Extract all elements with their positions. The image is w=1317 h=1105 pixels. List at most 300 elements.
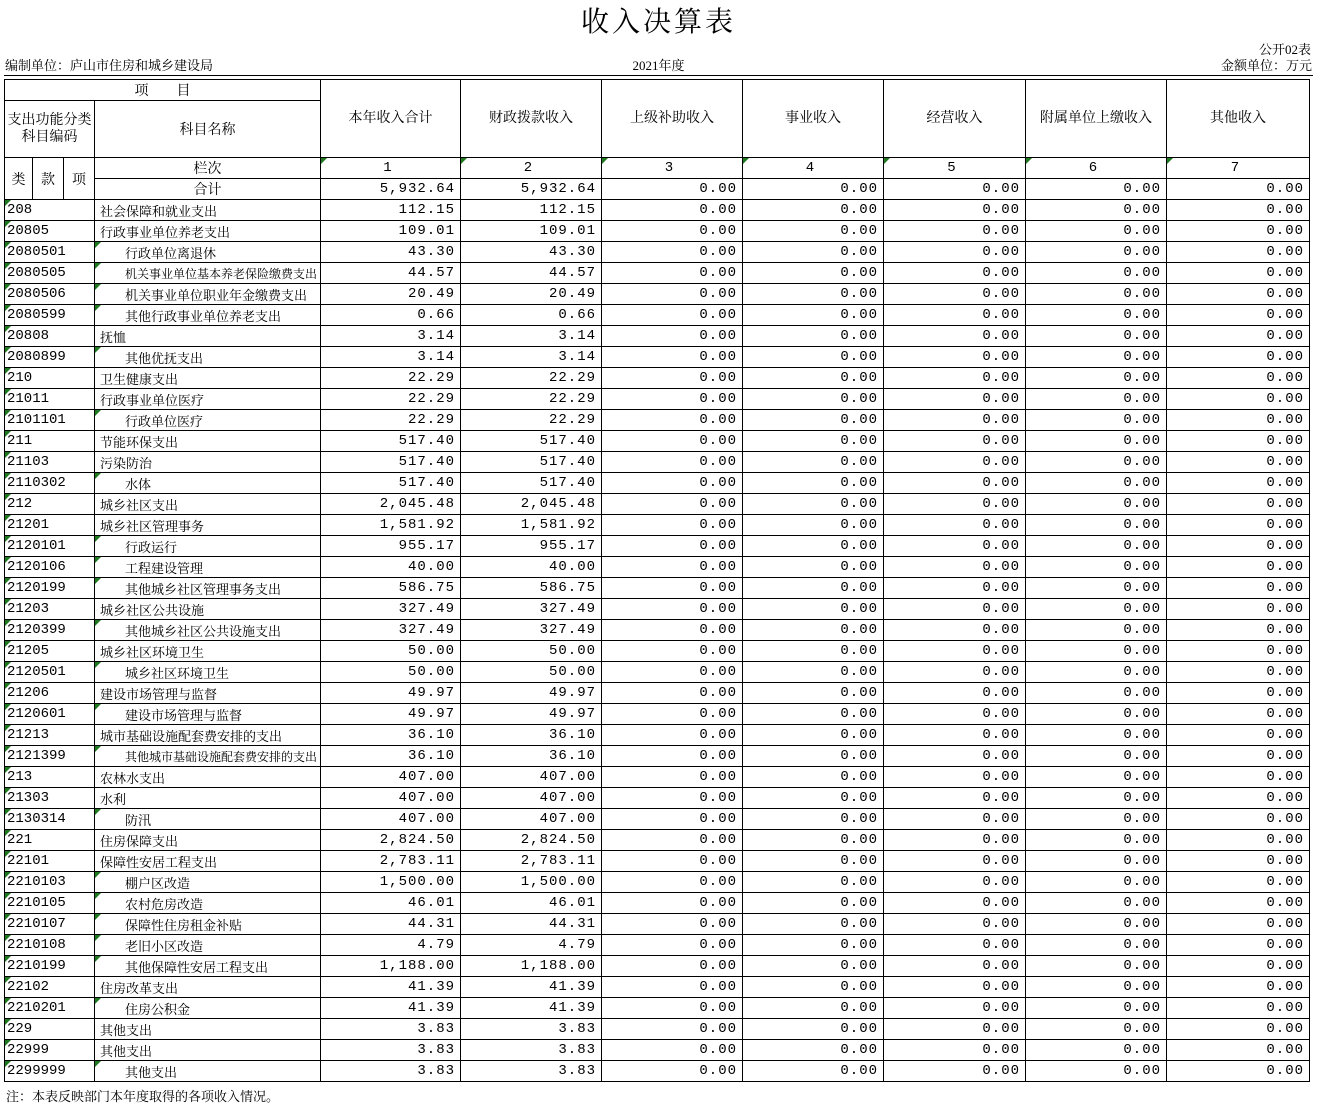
row-code: 2120199 (5, 578, 95, 599)
row-amount: 0.00 (1026, 746, 1167, 767)
row-subject-name: 保障性住房租金补贴 (95, 914, 321, 935)
row-subject-name: 其他优抚支出 (95, 347, 321, 368)
error-triangle-icon (5, 1061, 11, 1067)
row-subject-name: 城市基础设施配套费安排的支出 (95, 725, 321, 746)
row-amount: 0.00 (1167, 998, 1310, 1019)
row-amount: 517.40 (461, 431, 602, 452)
table-row (5, 473, 1310, 494)
error-triangle-icon (95, 473, 101, 479)
row-amount: 3.14 (321, 347, 461, 368)
header-code-label: 支出功能分类科目编码 (5, 101, 95, 158)
row-amount: 0.00 (884, 704, 1026, 725)
row-amount: 0.00 (743, 557, 884, 578)
header-sub-kuan: 款 (33, 158, 64, 200)
row-subject-name: 机关事业单位职业年金缴费支出 (95, 284, 321, 305)
row-subject-name: 城乡社区环境卫生 (95, 662, 321, 683)
row-amount: 0.00 (1167, 221, 1310, 242)
row-subject-name: 建设市场管理与监督 (95, 683, 321, 704)
row-amount: 0.00 (1026, 221, 1167, 242)
row-amount: 49.97 (321, 683, 461, 704)
error-triangle-icon (884, 158, 890, 164)
header-col-other-income: 其他收入 (1167, 80, 1310, 158)
error-triangle-icon (5, 683, 11, 689)
error-triangle-icon (95, 620, 101, 626)
table-row (5, 452, 1310, 473)
row-subject-name: 其他支出 (95, 1040, 321, 1061)
col-number-7: 7 (1167, 158, 1310, 179)
table-row (5, 830, 1310, 851)
error-triangle-icon (95, 662, 101, 668)
row-amount: 41.39 (321, 998, 461, 1019)
row-amount: 0.00 (1167, 620, 1310, 641)
row-amount: 41.39 (321, 977, 461, 998)
row-amount: 0.00 (1167, 284, 1310, 305)
row-amount: 0.00 (1026, 1061, 1167, 1082)
row-amount: 0.00 (884, 977, 1026, 998)
row-amount: 0.00 (1026, 683, 1167, 704)
row-amount: 0.00 (602, 1040, 743, 1061)
col-number-1: 1 (321, 158, 461, 179)
error-triangle-icon (95, 704, 101, 710)
row-amount: 0.00 (743, 410, 884, 431)
row-amount: 0.00 (743, 893, 884, 914)
row-amount: 0.00 (1026, 410, 1167, 431)
error-triangle-icon (5, 536, 11, 542)
row-amount: 0.00 (743, 620, 884, 641)
header-row-lanci (5, 158, 1310, 179)
row-amount: 0.66 (461, 305, 602, 326)
error-triangle-icon (5, 725, 11, 731)
error-triangle-icon (5, 326, 11, 332)
row-amount: 3.83 (321, 1061, 461, 1082)
table-row (5, 368, 1310, 389)
row-amount: 1,500.00 (461, 872, 602, 893)
row-amount: 517.40 (461, 452, 602, 473)
row-amount: 2,783.11 (461, 851, 602, 872)
row-amount: 0.00 (602, 263, 743, 284)
table-row (5, 326, 1310, 347)
row-amount: 43.30 (461, 242, 602, 263)
header-subject-name: 科目名称 (95, 101, 321, 158)
row-code: 2210105 (5, 893, 95, 914)
row-amount: 0.00 (1026, 1019, 1167, 1040)
row-amount: 0.00 (1026, 494, 1167, 515)
row-amount: 0.00 (743, 473, 884, 494)
row-code: 2120106 (5, 557, 95, 578)
error-triangle-icon (5, 368, 11, 374)
row-amount: 3.83 (461, 1061, 602, 1082)
header-col-superior-subsidy: 上级补助收入 (602, 80, 743, 158)
table-row (5, 914, 1310, 935)
row-code: 2120601 (5, 704, 95, 725)
row-amount: 0.00 (1026, 389, 1167, 410)
row-amount: 3.83 (461, 1019, 602, 1040)
table-row (5, 872, 1310, 893)
error-triangle-icon (5, 221, 11, 227)
row-amount: 20.49 (321, 284, 461, 305)
row-amount: 0.00 (884, 1061, 1026, 1082)
row-amount: 0.00 (743, 242, 884, 263)
row-subject-name: 城乡社区支出 (95, 494, 321, 515)
page-title: 收入决算表 (580, 7, 736, 38)
row-amount: 36.10 (461, 725, 602, 746)
total-value: 5,932.64 (461, 179, 602, 200)
table-row (5, 599, 1310, 620)
row-amount: 0.00 (1167, 725, 1310, 746)
row-amount: 0.00 (1167, 347, 1310, 368)
table-body (5, 200, 1310, 1082)
row-amount: 0.00 (743, 767, 884, 788)
row-amount: 0.00 (884, 767, 1026, 788)
row-subject-name: 机关事业单位基本养老保险缴费支出 (95, 263, 321, 284)
error-triangle-icon (5, 389, 11, 395)
header-col-subordinate-remittance: 附属单位上缴收入 (1026, 80, 1167, 158)
row-subject-name: 城乡社区管理事务 (95, 515, 321, 536)
table-row (5, 620, 1310, 641)
row-amount: 0.00 (602, 1061, 743, 1082)
error-triangle-icon (5, 767, 11, 773)
row-code: 2110302 (5, 473, 95, 494)
row-amount: 0.00 (1167, 305, 1310, 326)
row-amount: 0.00 (602, 725, 743, 746)
table-row (5, 557, 1310, 578)
row-amount: 0.00 (1026, 998, 1167, 1019)
error-triangle-icon (5, 851, 11, 857)
table-row (5, 200, 1310, 221)
error-triangle-icon (5, 494, 11, 500)
unit-label: 金额单位：万元 (1220, 58, 1312, 73)
row-amount: 0.00 (743, 578, 884, 599)
row-amount: 4.79 (321, 935, 461, 956)
error-triangle-icon (95, 410, 101, 416)
table-row (5, 536, 1310, 557)
row-amount: 0.00 (884, 431, 1026, 452)
row-amount: 109.01 (461, 221, 602, 242)
row-amount: 0.00 (743, 683, 884, 704)
error-triangle-icon (95, 536, 101, 542)
header-row-project (5, 80, 1310, 101)
row-amount: 0.00 (884, 284, 1026, 305)
table-row (5, 1061, 1310, 1082)
row-amount: 0.00 (602, 872, 743, 893)
row-amount: 0.00 (884, 788, 1026, 809)
row-amount: 0.00 (1167, 767, 1310, 788)
row-amount: 0.00 (884, 410, 1026, 431)
row-code: 20805 (5, 221, 95, 242)
row-amount: 0.00 (884, 809, 1026, 830)
total-value: 5,932.64 (321, 179, 461, 200)
error-triangle-icon (5, 347, 11, 353)
row-amount: 43.30 (321, 242, 461, 263)
row-amount: 407.00 (461, 809, 602, 830)
row-amount: 0.00 (1026, 1040, 1167, 1061)
row-code: 2080599 (5, 305, 95, 326)
error-triangle-icon (5, 830, 11, 836)
row-amount: 0.00 (602, 809, 743, 830)
row-amount: 0.00 (884, 1019, 1026, 1040)
row-amount: 3.83 (321, 1040, 461, 1061)
error-triangle-icon (95, 893, 101, 899)
row-amount: 0.00 (1167, 788, 1310, 809)
error-triangle-icon (5, 1040, 11, 1046)
error-triangle-icon (95, 746, 101, 752)
row-amount: 0.00 (884, 263, 1026, 284)
row-subject-name: 住房改革支出 (95, 977, 321, 998)
row-amount: 0.00 (743, 704, 884, 725)
row-amount: 0.00 (743, 935, 884, 956)
row-amount: 0.00 (1167, 872, 1310, 893)
row-amount: 0.00 (1026, 893, 1167, 914)
row-amount: 0.00 (602, 221, 743, 242)
row-amount: 36.10 (461, 746, 602, 767)
row-amount: 0.00 (743, 347, 884, 368)
table-row (5, 347, 1310, 368)
row-code: 2130314 (5, 809, 95, 830)
row-amount: 46.01 (321, 893, 461, 914)
row-amount: 0.00 (743, 830, 884, 851)
row-amount: 0.00 (743, 998, 884, 1019)
col-number-2: 2 (461, 158, 602, 179)
row-subject-name: 节能环保支出 (95, 431, 321, 452)
row-subject-name: 农村危房改造 (95, 893, 321, 914)
row-amount: 0.00 (1167, 746, 1310, 767)
table-row (5, 284, 1310, 305)
row-amount: 0.00 (602, 200, 743, 221)
row-amount: 0.00 (1026, 788, 1167, 809)
row-amount: 0.00 (743, 725, 884, 746)
row-amount: 0.00 (602, 830, 743, 851)
row-amount: 0.00 (602, 578, 743, 599)
row-code: 213 (5, 767, 95, 788)
row-amount: 517.40 (321, 431, 461, 452)
row-amount: 0.00 (1026, 263, 1167, 284)
error-triangle-icon (95, 242, 101, 248)
row-amount: 0.00 (884, 515, 1026, 536)
row-amount: 112.15 (321, 200, 461, 221)
row-code: 2299999 (5, 1061, 95, 1082)
row-subject-name: 城乡社区公共设施 (95, 599, 321, 620)
row-amount: 0.00 (884, 557, 1026, 578)
row-amount: 0.00 (1167, 914, 1310, 935)
total-value: 0.00 (743, 179, 884, 200)
row-code: 21011 (5, 389, 95, 410)
row-amount: 50.00 (321, 641, 461, 662)
header-col-total-income: 本年收入合计 (321, 80, 461, 158)
row-amount: 1,581.92 (321, 515, 461, 536)
table-row (5, 389, 1310, 410)
error-triangle-icon (5, 809, 11, 815)
row-code: 2210201 (5, 998, 95, 1019)
error-triangle-icon (95, 998, 101, 1004)
row-amount: 3.14 (461, 326, 602, 347)
row-amount: 3.14 (321, 326, 461, 347)
row-subject-name: 行政事业单位养老支出 (95, 221, 321, 242)
error-triangle-icon (5, 305, 11, 311)
row-amount: 2,045.48 (461, 494, 602, 515)
header-col-institutional-income: 事业收入 (743, 80, 884, 158)
row-amount: 50.00 (461, 662, 602, 683)
table-row (5, 683, 1310, 704)
row-amount: 0.00 (743, 494, 884, 515)
error-triangle-icon (95, 263, 101, 269)
row-amount: 0.00 (1167, 935, 1310, 956)
row-subject-name: 防汛 (95, 809, 321, 830)
row-amount: 36.10 (321, 746, 461, 767)
prepared-by-label: 编制单位：庐山市住房和城乡建设局 (5, 58, 214, 73)
error-triangle-icon (5, 914, 11, 920)
row-amount: 0.00 (602, 1019, 743, 1040)
table-row (5, 431, 1310, 452)
error-triangle-icon (1026, 158, 1032, 164)
row-subject-name: 建设市场管理与监督 (95, 704, 321, 725)
row-code: 20808 (5, 326, 95, 347)
row-amount: 0.00 (602, 956, 743, 977)
error-triangle-icon (95, 557, 101, 563)
col-number-5: 5 (884, 158, 1026, 179)
row-amount: 0.00 (884, 893, 1026, 914)
error-triangle-icon (5, 578, 11, 584)
row-amount: 517.40 (321, 452, 461, 473)
row-amount: 0.00 (1167, 683, 1310, 704)
row-amount: 49.97 (461, 704, 602, 725)
row-amount: 0.00 (1167, 473, 1310, 494)
row-amount: 0.00 (884, 242, 1026, 263)
row-amount: 0.00 (884, 998, 1026, 1019)
row-amount: 0.00 (1167, 809, 1310, 830)
income-final-accounts-table (4, 79, 1310, 1082)
error-triangle-icon (95, 284, 101, 290)
row-amount: 0.00 (1026, 851, 1167, 872)
row-subject-name: 抚恤 (95, 326, 321, 347)
row-subject-name: 其他保障性安居工程支出 (95, 956, 321, 977)
row-amount: 0.00 (602, 536, 743, 557)
row-amount: 112.15 (461, 200, 602, 221)
row-amount: 0.00 (743, 200, 884, 221)
row-amount: 44.31 (321, 914, 461, 935)
row-code: 2120101 (5, 536, 95, 557)
row-amount: 0.00 (884, 1040, 1026, 1061)
error-triangle-icon (321, 158, 327, 164)
row-code: 2120399 (5, 620, 95, 641)
row-amount: 0.00 (1026, 578, 1167, 599)
row-amount: 0.00 (1167, 1061, 1310, 1082)
table-row (5, 410, 1310, 431)
row-code: 2210199 (5, 956, 95, 977)
row-amount: 0.00 (1026, 725, 1167, 746)
row-code: 21213 (5, 725, 95, 746)
row-amount: 0.00 (602, 788, 743, 809)
row-code: 211 (5, 431, 95, 452)
total-value: 0.00 (884, 179, 1026, 200)
row-amount: 0.00 (1167, 1040, 1310, 1061)
row-subject-name: 住房公积金 (95, 998, 321, 1019)
row-amount: 46.01 (461, 893, 602, 914)
error-triangle-icon (95, 956, 101, 962)
row-amount: 0.00 (1167, 452, 1310, 473)
row-amount: 0.00 (1167, 578, 1310, 599)
row-amount: 109.01 (321, 221, 461, 242)
error-triangle-icon (5, 641, 11, 647)
row-amount: 0.00 (1167, 662, 1310, 683)
row-amount: 0.00 (602, 662, 743, 683)
row-amount: 2,824.50 (321, 830, 461, 851)
row-amount: 0.00 (884, 452, 1026, 473)
row-code: 21205 (5, 641, 95, 662)
row-code: 21201 (5, 515, 95, 536)
row-subject-name: 水利 (95, 788, 321, 809)
row-amount: 0.00 (602, 683, 743, 704)
error-triangle-icon (5, 599, 11, 605)
header-sub-lei: 类 (5, 158, 33, 200)
row-amount: 50.00 (461, 641, 602, 662)
info-bar (4, 58, 1313, 76)
row-amount: 0.00 (884, 725, 1026, 746)
error-triangle-icon (5, 431, 11, 437)
row-amount: 0.00 (1026, 557, 1167, 578)
row-subject-name: 住房保障支出 (95, 830, 321, 851)
row-amount: 0.00 (1026, 872, 1167, 893)
error-triangle-icon (95, 935, 101, 941)
table-row (5, 641, 1310, 662)
row-amount: 0.00 (884, 494, 1026, 515)
row-amount: 0.00 (743, 662, 884, 683)
row-code: 208 (5, 200, 95, 221)
row-amount: 0.00 (602, 641, 743, 662)
row-amount: 0.00 (1026, 830, 1167, 851)
error-triangle-icon (95, 347, 101, 353)
row-subject-name: 行政运行 (95, 536, 321, 557)
row-amount: 517.40 (461, 473, 602, 494)
row-code: 21303 (5, 788, 95, 809)
row-amount: 0.00 (602, 914, 743, 935)
row-amount: 0.00 (1026, 977, 1167, 998)
row-amount: 0.00 (1026, 431, 1167, 452)
row-amount: 0.00 (602, 473, 743, 494)
error-triangle-icon (5, 473, 11, 479)
row-amount: 1,581.92 (461, 515, 602, 536)
table-row (5, 263, 1310, 284)
error-triangle-icon (461, 158, 467, 164)
row-amount: 50.00 (321, 662, 461, 683)
row-amount: 0.00 (1026, 809, 1167, 830)
table-row (5, 1019, 1310, 1040)
row-amount: 0.00 (884, 305, 1026, 326)
table-row (5, 956, 1310, 977)
row-amount: 0.00 (884, 221, 1026, 242)
row-amount: 0.00 (743, 536, 884, 557)
row-subject-name: 其他城乡社区公共设施支出 (95, 620, 321, 641)
row-code: 2210108 (5, 935, 95, 956)
row-amount: 327.49 (321, 599, 461, 620)
row-amount: 0.00 (1167, 704, 1310, 725)
table-row (5, 662, 1310, 683)
row-amount: 0.00 (743, 641, 884, 662)
error-triangle-icon (5, 452, 11, 458)
row-amount: 0.00 (602, 494, 743, 515)
row-amount: 0.00 (743, 956, 884, 977)
row-code: 21103 (5, 452, 95, 473)
row-amount: 22.29 (321, 389, 461, 410)
row-amount: 0.00 (884, 746, 1026, 767)
row-subject-name: 行政单位医疗 (95, 410, 321, 431)
error-triangle-icon (1167, 158, 1173, 164)
row-amount: 0.00 (1026, 305, 1167, 326)
row-subject-name: 老旧小区改造 (95, 935, 321, 956)
row-amount: 22.29 (461, 410, 602, 431)
error-triangle-icon (5, 872, 11, 878)
row-amount: 44.57 (461, 263, 602, 284)
row-amount: 0.00 (743, 284, 884, 305)
